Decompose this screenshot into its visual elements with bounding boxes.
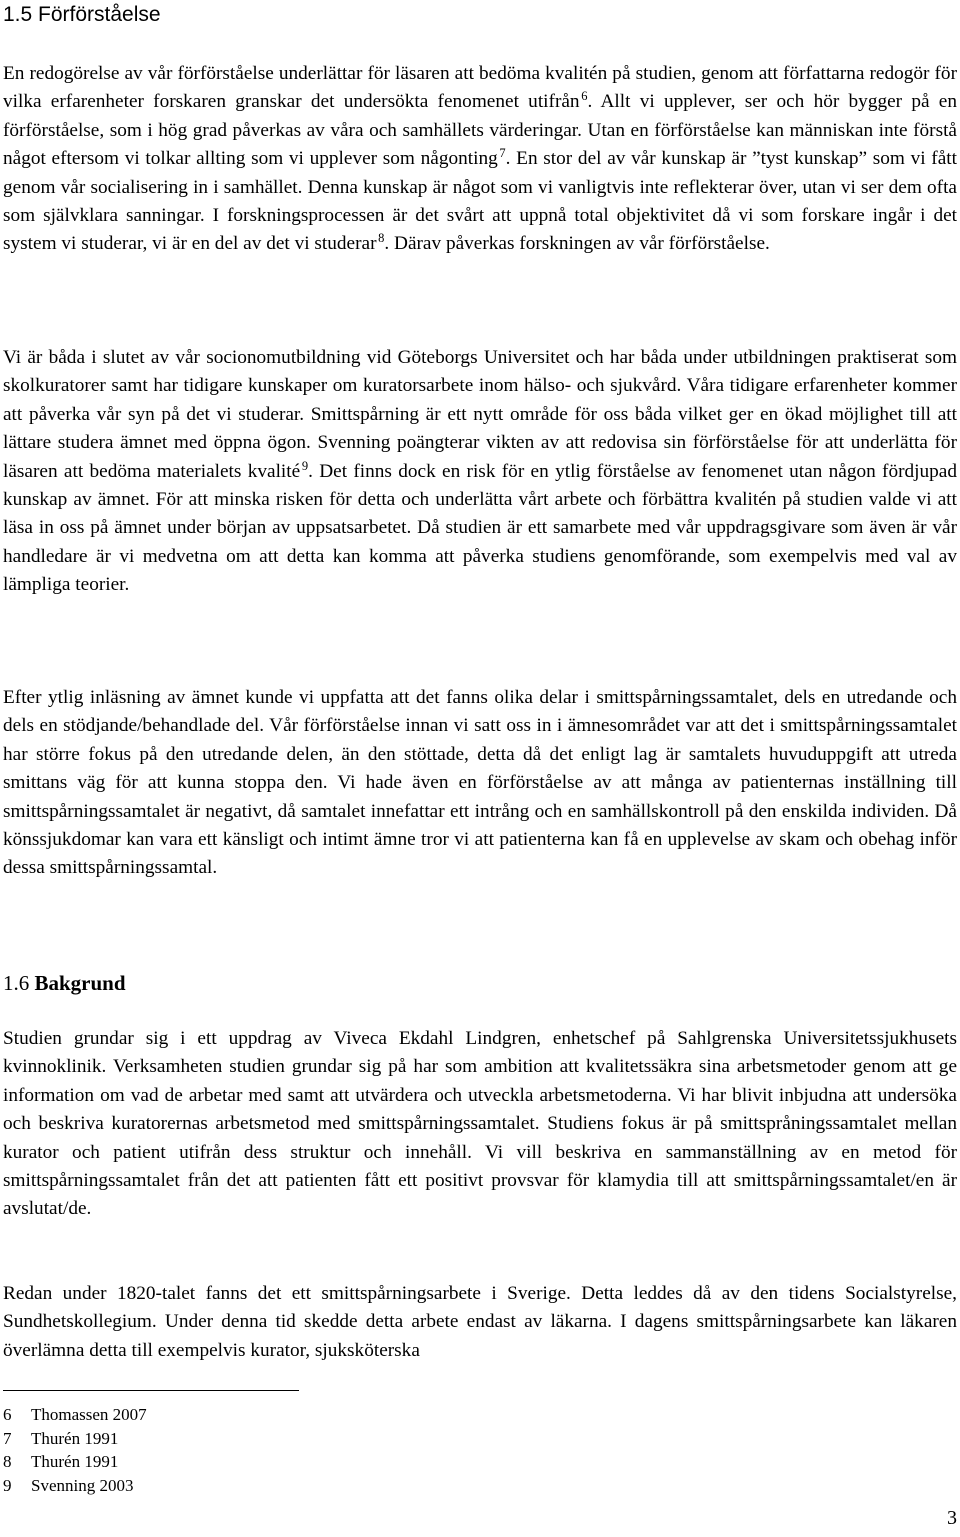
footnote-ref-7[interactable]: 7 [499,146,506,161]
paragraph-forforstaelse-intro: En redogörelse av vår förförståelse underlättar för läsaren att bedöma kvalitén på studien, genom att författarna redogör för vilka erfarenheter forskaren granskar det undersökta fenomenet utifrån $^6$. Allt vi upplever, ser och hör bygger på en förförståelse, som i hög grad påverkas av våra och samhällets värderingar. Utan en förförståelse kan människan inte förstå något eftersom vi tolkar allting som vi upplever som någonting $^7$. En stor del av vår kunskap är ”tyst kunskap” som vi fått genom vår socialisering in i samhället. Denna kunskap är något som vi vanligtvis inte reflekterar över, utan vi ser dem ofta som självklara sanningar. I forskningsprocessen är det svårt att uppnå total objektivitet då vi som forskare ingår i det system vi studerar, vi är en del av det vi studerar $^8$. Därav påverkas forskningen av vår förförståelse. [3,63,957,255]
paragraph-forforstaelse-background: Vi är båda i slutet av vår socionomutbildning vid Göteborgs Universitet och har båda under utbildningen praktiserat som skolkuratorer samt har tidigare kunskaper om kuratorsarbete inom hälso- och sjukvård. Våra tidigare erfarenheter kommer att påverka vår syn på det vi studerar. Smittspårning är ett nytt område för oss båda vilket ger en ökad möjlighet till att lättare studera ämnet med öppna ögon. Svenning poängterar vikten av att redovisa sin förförståelse för att underlätta för läsaren att bedöma materialets kvalité $^9$. Det finns dock en risk för en ytlig förståelse av fenomenet utan någon fördjupad kunskap av ämnet. För att minska risken för detta och underlätta vårt arbete och förbättra kvalitén på studien valde vi att läsa in oss på ämnet under början av uppsatsarbetet. Då studien är ett samarbete med vår uppdragsgivare som även är vår handledare är vi medvetna om att detta kan komma att påverka studiens genomförande, som exempelvis med val av lämpliga teorier. [3,347,958,596]
section-heading-bakgrund [3,969,126,997]
footnote-list [3,1403,147,1497]
footnote-divider [3,1390,299,1391]
section-title: Bakgrund [34,971,126,995]
footnote-item: 8 Thurén 1991 [3,1452,119,1471]
footnote-item: 6 Thomassen 2007 [3,1405,147,1424]
footnote-ref-8[interactable]: 8 [378,231,385,246]
footnote-ref-6[interactable]: 6 [581,89,588,104]
footnote-item: 9 Svenning 2003 [3,1475,134,1495]
paragraph-forforstaelse-conversation: Efter ytlig inläsning av ämnet kunde vi uppfatta att det fanns olika delar i smittspårningssamtalet, dels en utredande och dels en stödjande/behandlade del. Vår förförståelse innan vi satt oss in i ämnesområdet var att det i smittspårningssamtalet har större fokus på den utredande delen, än den stöttade, detta då det enligt lag är samtalets huvuduppgift att utreda smittans väg för att kunna stoppa den. Vi hade även en förförståelse av att många av patienternas inställning till smittspårningssamtalet är negativt, då samtalet innefattar ett intrång och en samhällskontroll på den enskilda individen. Då könssjukdomar kan vara ett känsligt och intimt ämne tror vi att patienterna kan få en upplevelse av skam och obehag inför dessa smittspårningssamtal. [3,687,957,879]
paragraph-bakgrund-history: Redan under 1820-talet fanns det ett smittspårningsarbete i Sverige. Detta leddes då av den tidens Socialstyrelse, Sundhetskollegium. Under denna tid skedde detta arbete endast av läkarna. I dagens smittspårningsarbete kan läkaren överlämna detta till exempelvis kurator, sjuksköterska [3,1283,957,1361]
footnote-item: 7 Thurén 1991 [3,1428,119,1448]
section-number: 1.6 [3,971,30,995]
footnote-ref-9[interactable]: 9 [301,458,309,473]
paragraph-bakgrund-assignment: Studien grundar sig i ett uppdrag av Viveca Ekdahl Lindgren, enhetschef på Sahlgrenska Universitetssjukhusets kvinnoklinik. Verksamheten studien grundar sig på har som ambition att kvalitetssäkra sina arbetsmetoder genom att ge information om vad de arbetar med samt att utvärdera och utveckla arbetsmetoderna. Vi har blivit inbjudna att undersöka och beskriva kuratorernas arbetsmetod med smittspårningssamtalet. Studiens fokus är på smittspråningssamtalet mellan kurator och patient utifrån dess struktur och innehåll. Vi vill beskriva en sammanställning av en metod för smittspårningssamtalet från det att patienten fått ett positivt provsvar för klamydia till att smittspårningssamtalet/en är avslutat/de. [3,1028,957,1220]
page-number: 3 [947,1507,957,1529]
section-heading-forforstaelse: 1.5 Förförståelse [3,3,161,26]
